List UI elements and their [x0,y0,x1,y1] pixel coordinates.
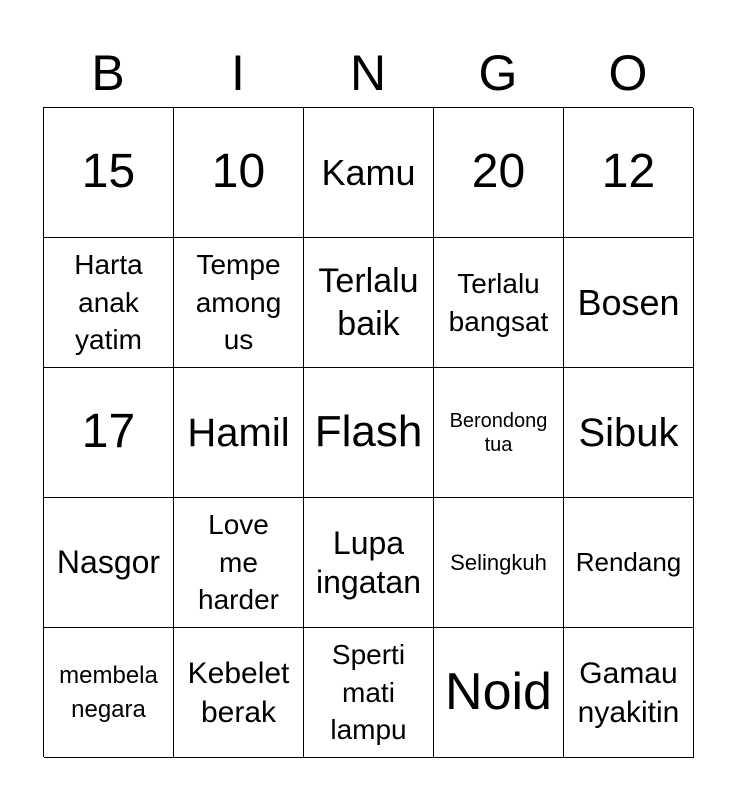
bingo-cell-r3-c2[interactable] [304,498,434,628]
cell-label: Sibuk [578,410,679,455]
bingo-cell-r2-c3[interactable] [434,368,564,498]
cell-label: Terlalu bangsat [448,267,549,337]
cell-label: 10 [211,145,266,199]
bingo-cell-r0-c3[interactable] [434,108,564,238]
cell-label: Nasgor [56,544,161,581]
bingo-cell-r3-c1[interactable] [174,498,304,628]
cell-label: Selingkuh [450,549,547,575]
header-letter-i: I [231,45,245,101]
cell-label: Harta anak yatim [74,248,143,356]
bingo-cell-r4-c2[interactable] [304,628,434,758]
bingo-cell-r3-c3[interactable] [434,498,564,628]
cell-label: Kamu [321,151,416,193]
bingo-cell-r0-c0[interactable] [44,108,174,238]
header-letter-n: N [349,45,387,101]
header-letter-b: B [91,45,125,101]
cell-label: 20 [471,145,526,199]
cell-label: Sperti mati lampu [330,638,407,746]
cell-label: Noid [445,662,552,721]
cell-label: Rendang [575,546,682,577]
cell-label: Berondong tua [449,409,548,456]
cell-label: Bosen [577,281,680,323]
cell-label: 17 [81,405,136,459]
bingo-cell-r1-c4[interactable] [564,238,694,368]
bingo-cell-r0-c2[interactable] [304,108,434,238]
bingo-grid [43,107,693,757]
bingo-cell-r2-c4[interactable] [564,368,694,498]
bingo-cell-r2-c2[interactable] [304,368,434,498]
cell-label: Kebelet berak [187,656,290,729]
bingo-cell-r3-c4[interactable] [564,498,694,628]
cell-label: 15 [81,145,136,199]
bingo-header [43,40,693,106]
header-letter-o: O [608,45,648,101]
bingo-cell-r1-c0[interactable] [44,238,174,368]
cell-label: membela negara [59,661,158,723]
bingo-cell-r2-c0[interactable] [44,368,174,498]
cell-label: Flash [314,407,423,457]
bingo-cell-r1-c1[interactable] [174,238,304,368]
cell-label: Tempe among us [195,248,282,356]
cell-label: Gamau nyakitin [577,656,680,729]
bingo-cell-r4-c0[interactable] [44,628,174,758]
cell-label: Terlalu baik [318,262,419,343]
bingo-cell-r0-c4[interactable] [564,108,694,238]
bingo-cell-r4-c3[interactable] [434,628,564,758]
bingo-cell-r4-c1[interactable] [174,628,304,758]
cell-label: 12 [601,145,656,199]
bingo-cell-r4-c4[interactable] [564,628,694,758]
bingo-cell-r1-c2[interactable] [304,238,434,368]
cell-label: Love me harder [198,508,279,616]
cell-label: Hamil [187,410,290,455]
bingo-cell-r2-c1[interactable] [174,368,304,498]
bingo-cell-r0-c1[interactable] [174,108,304,238]
bingo-cell-r3-c0[interactable] [44,498,174,628]
header-letter-g: G [478,45,518,101]
cell-label: Lupa ingatan [316,525,421,600]
bingo-cell-r1-c3[interactable] [434,238,564,368]
